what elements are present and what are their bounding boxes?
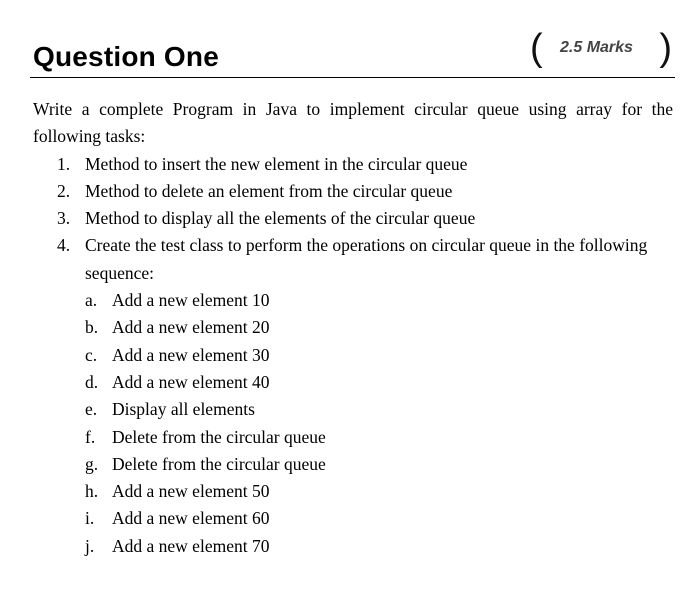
step-item xyxy=(85,396,673,423)
task-text: Method to display all the elements of the circular queue xyxy=(85,208,476,229)
task-item xyxy=(33,151,673,178)
question-heading: Question One xyxy=(33,41,219,72)
step-text: Add a new element 30 xyxy=(112,344,270,365)
task-item xyxy=(33,205,673,232)
step-item xyxy=(85,424,673,451)
step-text: Add a new element 50 xyxy=(112,481,270,502)
step-text: Delete from the circular queue xyxy=(112,426,326,447)
step-item xyxy=(85,369,673,396)
task-number: 2. xyxy=(57,180,71,201)
task-list xyxy=(33,151,673,560)
task-item xyxy=(33,232,673,560)
step-item xyxy=(85,287,673,314)
task-number: 4. xyxy=(57,235,71,256)
step-item xyxy=(85,314,673,341)
step-letter: d. xyxy=(85,371,99,392)
step-text: Add a new element 10 xyxy=(112,290,270,311)
step-item xyxy=(85,533,673,560)
step-letter: g. xyxy=(85,453,99,474)
task-number: 3. xyxy=(57,208,71,229)
step-text: Delete from the circular queue xyxy=(112,453,326,474)
step-item xyxy=(85,505,673,532)
question-body xyxy=(33,96,673,560)
step-text: Add a new element 60 xyxy=(112,508,270,529)
step-letter: j. xyxy=(85,535,95,556)
task-item xyxy=(33,178,673,205)
step-letter: b. xyxy=(85,317,99,338)
marks-left-bracket: ( xyxy=(530,27,543,69)
marks-badge xyxy=(528,28,674,68)
heading-divider xyxy=(30,77,675,78)
step-letter: e. xyxy=(85,399,98,420)
task-text: Create the test class to perform the operations on circular queue in the following sequence: xyxy=(85,235,648,283)
marks-label: 2.5 Marks xyxy=(560,39,633,56)
step-item xyxy=(85,342,673,369)
step-letter: a. xyxy=(85,290,98,311)
step-item xyxy=(85,478,673,505)
step-letter: h. xyxy=(85,481,99,502)
marks-right-bracket: ) xyxy=(659,27,672,69)
step-letter: f. xyxy=(85,426,96,447)
step-list xyxy=(85,287,673,560)
step-text: Add a new element 70 xyxy=(112,535,270,556)
task-text: Method to delete an element from the circular queue xyxy=(85,180,453,201)
step-letter: c. xyxy=(85,344,98,365)
step-text: Display all elements xyxy=(112,399,255,420)
question-intro: Write a complete Program in Java to implement circular queue using array for the following tasks: xyxy=(33,99,673,147)
task-number: 1. xyxy=(57,153,71,174)
step-text: Add a new element 40 xyxy=(112,371,270,392)
step-text: Add a new element 20 xyxy=(112,317,270,338)
task-text: Method to insert the new element in the circular queue xyxy=(85,153,468,174)
step-item xyxy=(85,451,673,478)
step-letter: i. xyxy=(85,508,95,529)
